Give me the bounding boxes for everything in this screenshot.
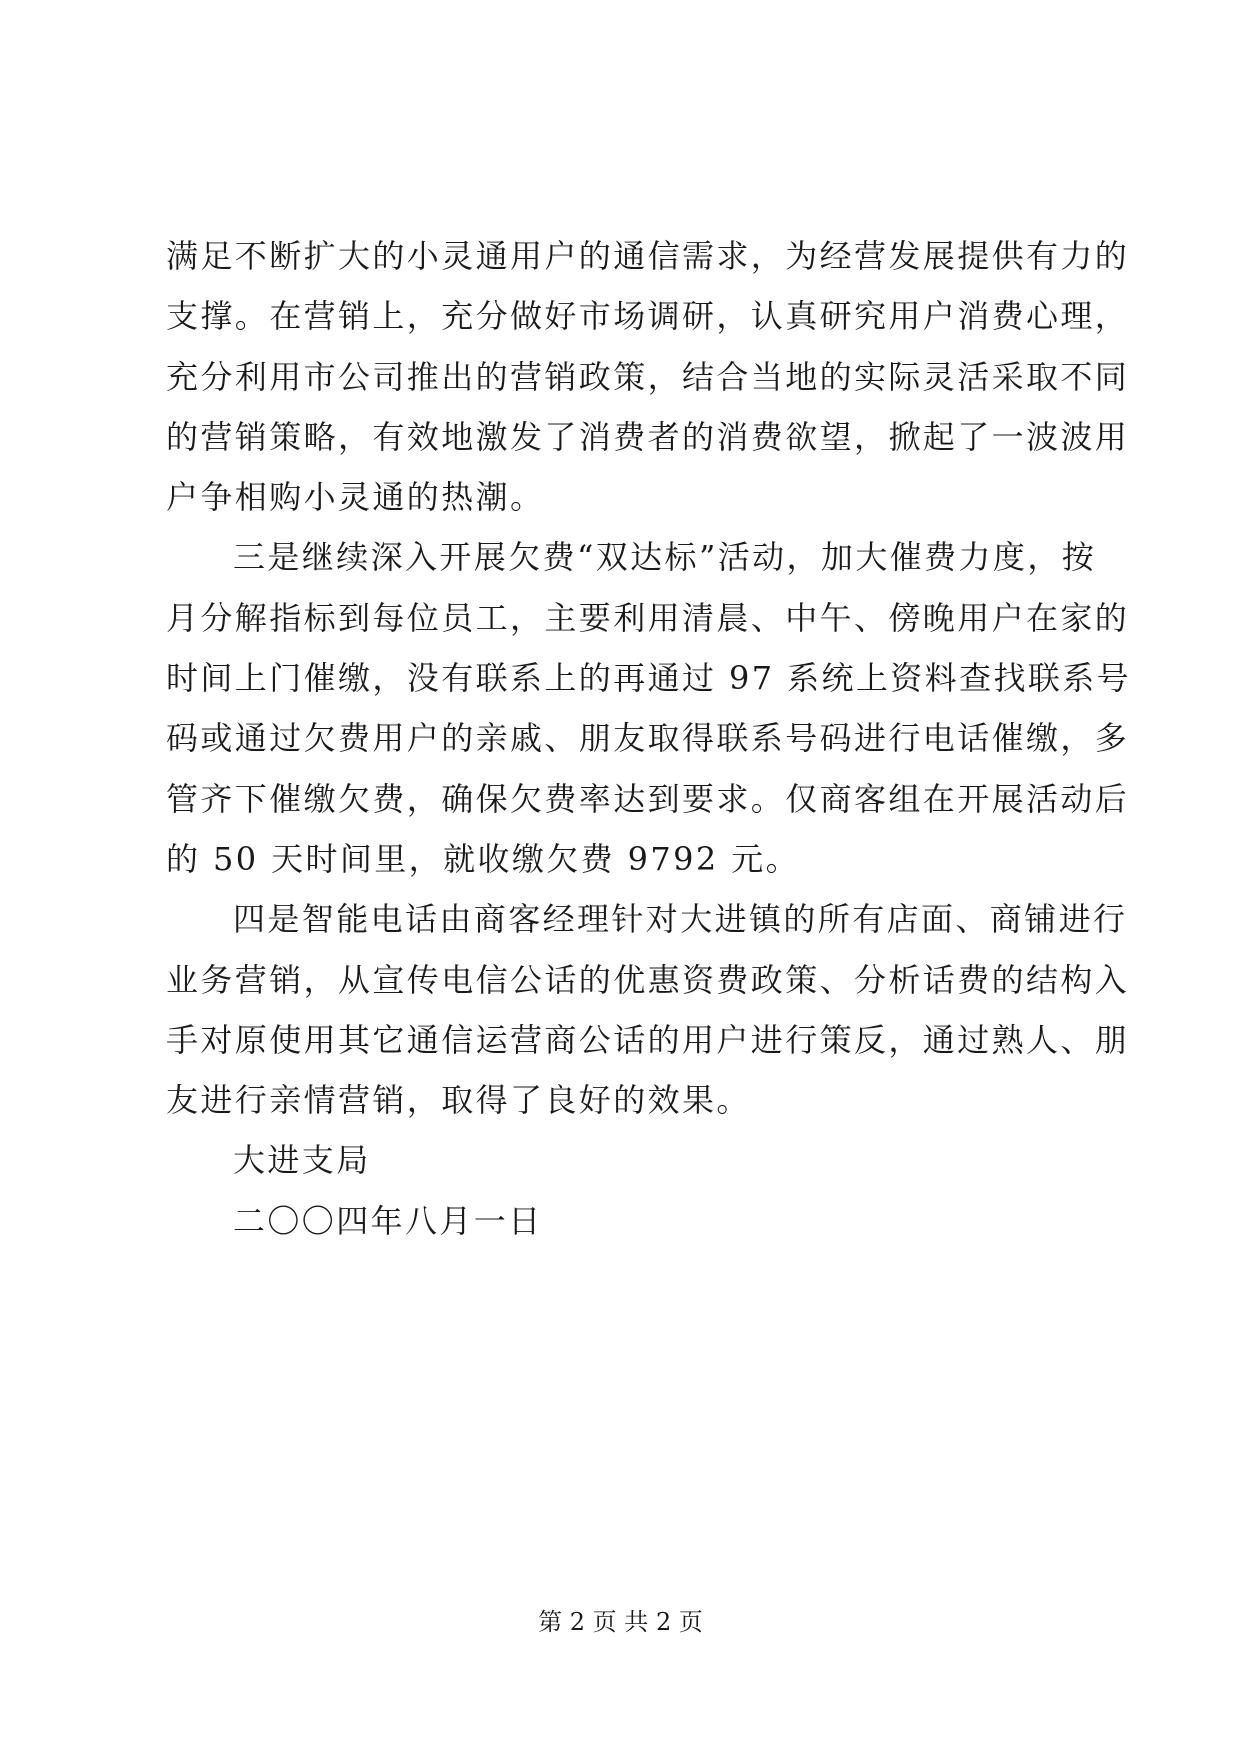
body-line: 友进行亲情营销，取得了良好的效果。 (166, 1081, 751, 1120)
document-body (166, 226, 1132, 1251)
page-number-footer: 第 2 页 共 2 页 (538, 1608, 703, 1636)
body-line: 的 50 天时间里，就收缴欠费 9792 元。 (166, 839, 801, 878)
body-line: 充分利用市公司推出的营销政策，结合当地的实际灵活采取不同 (166, 357, 1130, 396)
body-line: 支撑。在营销上，充分做好市场调研，认真研究用户消费心理， (166, 297, 1130, 336)
body-line: 码或通过欠费用户的亲戚、朋友取得联系号码进行电话催缴，多 (166, 719, 1130, 758)
paragraph-3-start: 三是继续深入开展欠费“双达标”活动，加大催费力度，按 (233, 538, 1097, 577)
signature-date: 二〇〇四年八月一日 (233, 1201, 543, 1240)
signature-organization: 大进支局 (233, 1141, 371, 1180)
body-line: 满足不断扩大的小灵通用户的通信需求，为经营发展提供有力的 (166, 237, 1130, 275)
body-line: 月分解指标到每位员工，主要利用清晨、中午、傍晚用户在家的 (166, 598, 1130, 637)
body-line: 管齐下催缴欠费，确保欠费率达到要求。仅商客组在开展活动后 (166, 779, 1130, 818)
paragraph-4-start: 四是智能电话由商客经理针对大进镇的所有店面、商铺进行 (233, 900, 1128, 939)
body-line: 业务营销，从宣传电信公话的优惠资费政策、分析话费的结构入 (166, 960, 1130, 999)
body-line: 户争相购小灵通的热潮。 (166, 478, 545, 517)
body-line: 时间上门催缴，没有联系上的再通过 97 系统上资料查找联系号 (166, 659, 1132, 698)
body-line: 的营销策略，有效地激发了消费者的消费欲望，掀起了一波波用 (166, 417, 1130, 456)
body-line: 手对原使用其它通信运营商公话的用户进行策反，通过熟人、朋 (166, 1020, 1130, 1059)
